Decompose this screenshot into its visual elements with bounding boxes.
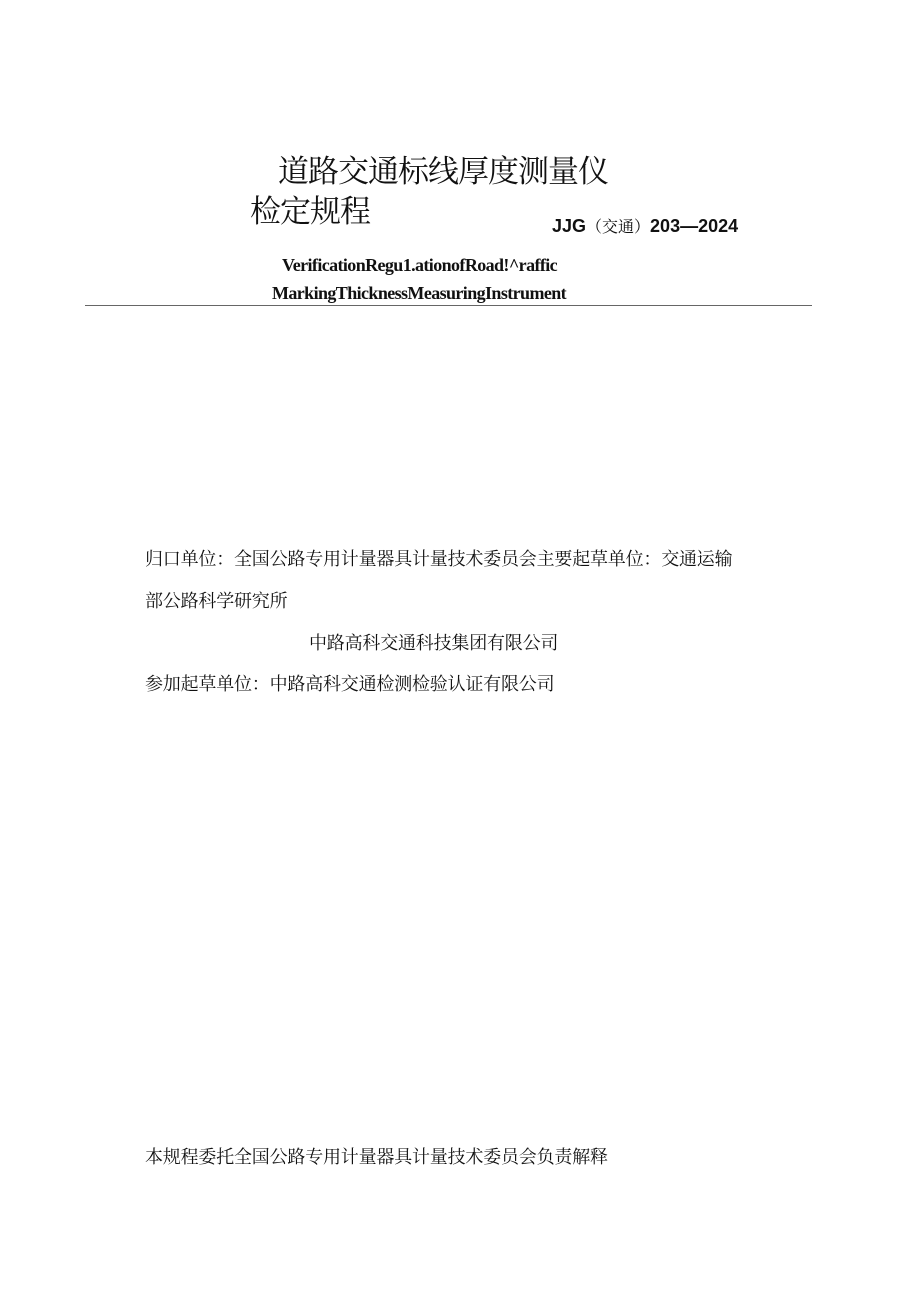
english-title-line1: VerificationRegu1.ationofRoad!^raffic xyxy=(282,255,558,275)
english-title-line2: MarkingThicknessMeasuringInstrument xyxy=(272,283,567,303)
title-divider xyxy=(85,305,812,306)
organization-line-3: 中路高科交通科技集团有限公司 xyxy=(309,633,559,654)
document-title-line2: 检定规程 xyxy=(250,194,370,230)
standard-code-prefix: JJG xyxy=(552,216,587,236)
standard-code-category: （交通） xyxy=(586,217,651,236)
document-title-line1: 道路交通标线厚度测量仪 xyxy=(278,154,608,190)
interpretation-note: 本规程委托全国公路专用计量器具计量技术委员会负责解释 xyxy=(145,1147,608,1168)
organization-line-1: 归口单位：全国公路专用计量器具计量技术委员会主要起草单位：交通运输 xyxy=(145,549,733,570)
standard-code xyxy=(552,214,738,237)
standard-code-number: 203—2024 xyxy=(650,216,739,236)
organization-line-4: 参加起草单位：中路高科交通检测检验认证有限公司 xyxy=(145,674,555,695)
organization-line-2: 部公路科学研究所 xyxy=(145,591,288,612)
